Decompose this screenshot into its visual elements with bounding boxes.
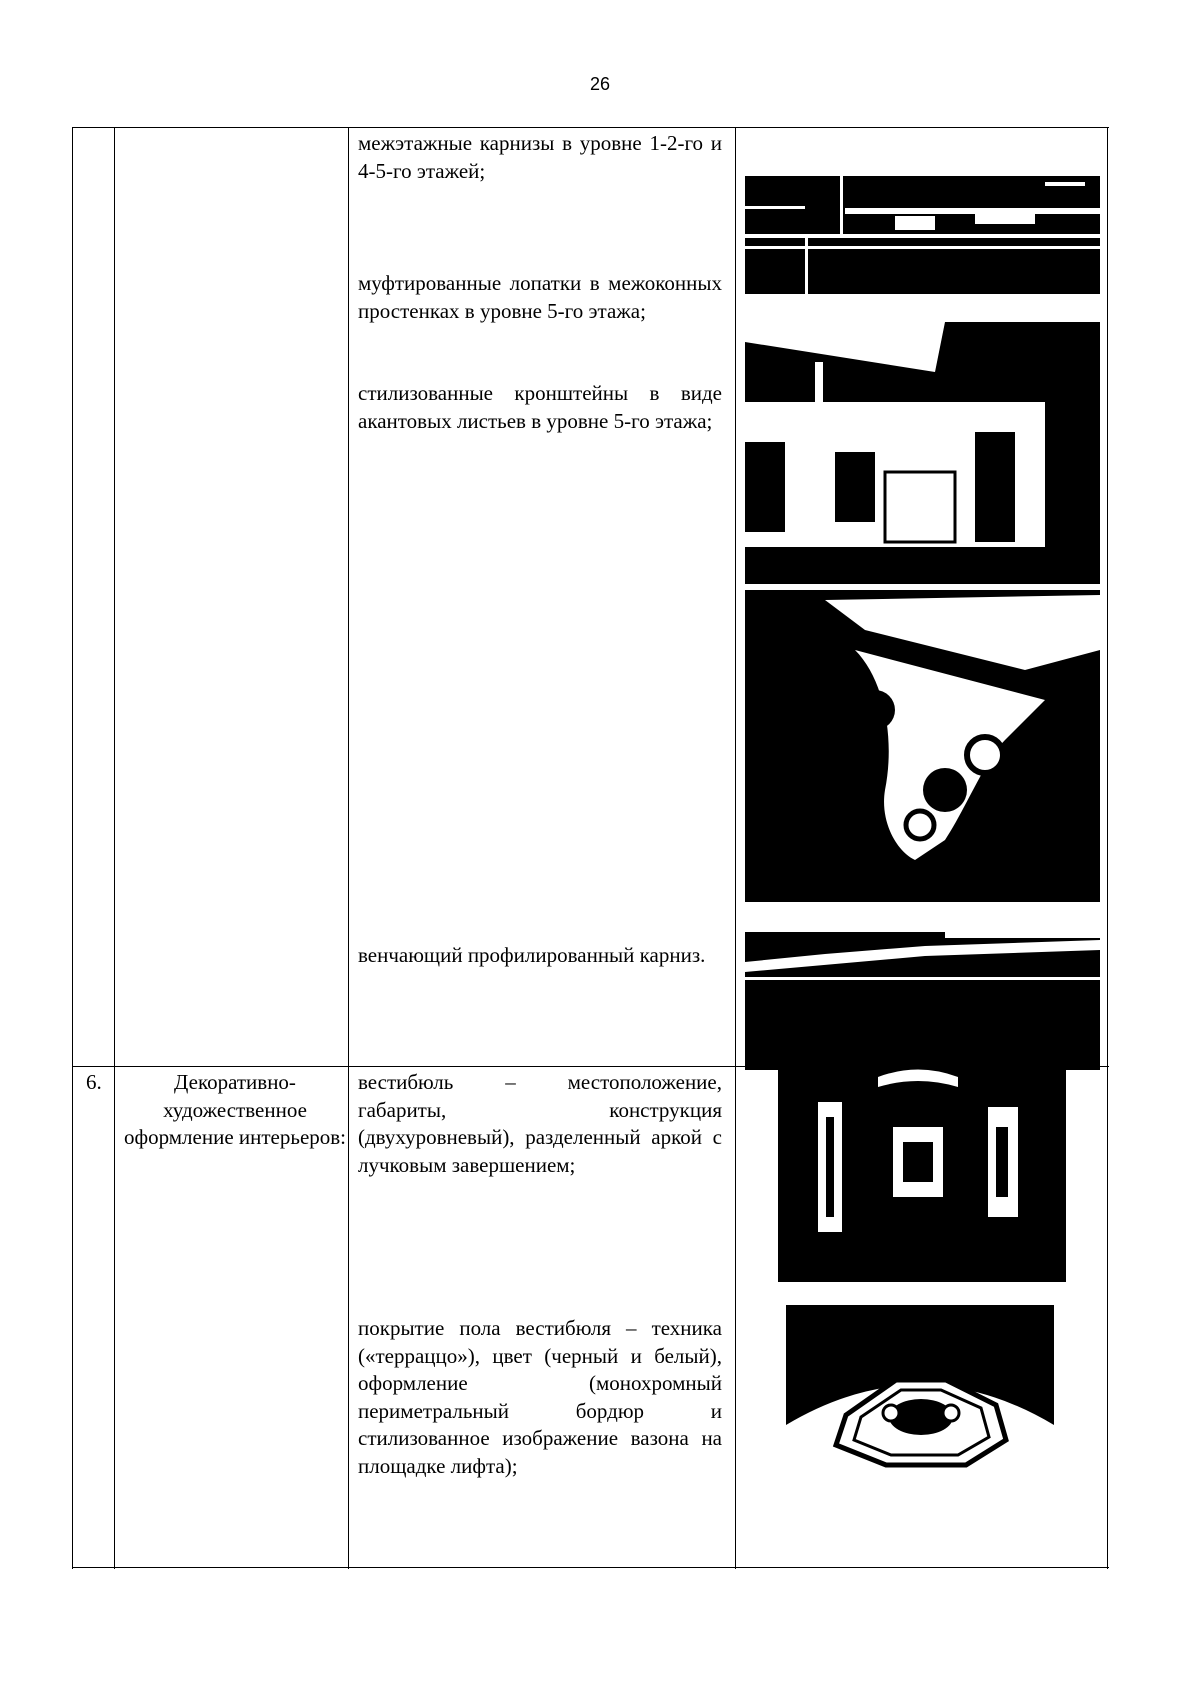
feature-text-brackets: стилизованные кронштейны в виде акантовых листьев в уровне 5-го этажа; [358,381,722,433]
feature-text-vestibule: вестибюль – местоположение, габариты, конструкция (двухуровневый), разделенный аркой с лучковым завершением; [358,1070,722,1177]
row-title: Декоративно-художественное оформление интерьеров: [123,1070,347,1149]
feature-text-crowning-cornice: венчающий профилированный карниз. [358,943,706,967]
feature-text-interfloor-cornices: межэтажные карнизы в уровне 1-2-го и 4-5-го этажей; [358,131,722,183]
crowning-cornice-photo [745,932,1100,1070]
feature-text-pilasters: муфтированные лопатки в межоконных простенках в уровне 5-го этажа; [358,271,722,323]
row-number: 6. [86,1070,102,1094]
page-number: 26 [589,74,611,94]
floor-photo [786,1305,1054,1507]
cornice-photo [745,176,1100,294]
vestibule-photo [778,1067,1066,1282]
bracket-photo [745,590,1100,902]
pilaster-photo [745,322,1100,584]
feature-text-floor: покрытие пола вестибюля – техника («терраццо»), цвет (черный и белый), оформление (монохромный периметральный бордюр и стилизованное изображение вазона на площадке лифта); [358,1316,722,1478]
